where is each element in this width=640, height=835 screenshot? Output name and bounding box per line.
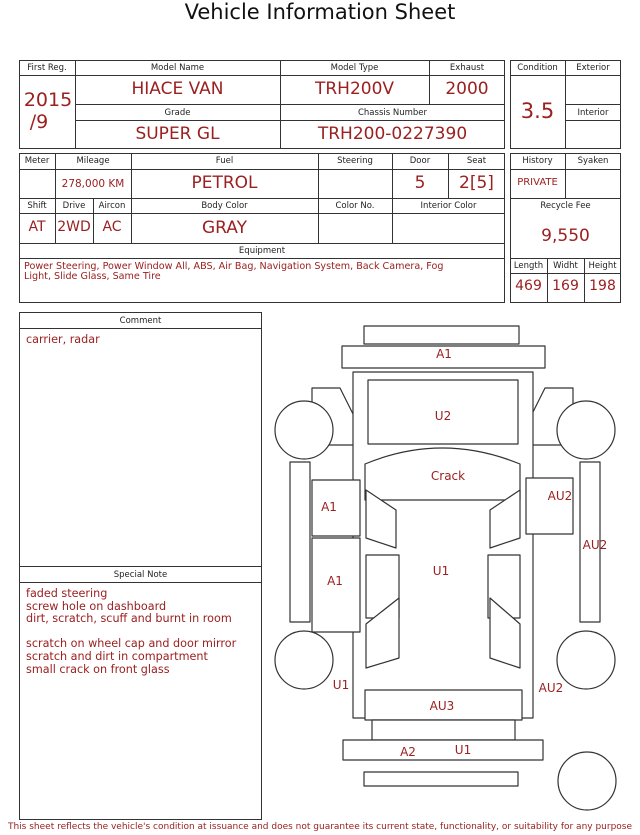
grade-label: Grade (164, 108, 191, 118)
fuel-label: Fuel (215, 156, 234, 166)
rear-left-wheel (275, 401, 333, 459)
equipment-line-2: Light, Slide Glass, Same Tire (24, 271, 161, 282)
first-reg-month: /9 (29, 111, 49, 133)
syaken-label: Syaken (577, 156, 609, 166)
mileage-value: 278,000 KM (61, 178, 125, 190)
history-value: PRIVATE (517, 177, 558, 188)
aircon-value: AC (102, 219, 122, 235)
history-label: History (522, 156, 553, 166)
interior-color-label: Interior Color (420, 201, 477, 211)
chassis-number-value: TRH200-0227390 (317, 124, 468, 144)
mark-body-center: U1 (432, 564, 450, 578)
mark-roof: U2 (434, 409, 452, 423)
mark-hood: AU3 (429, 699, 455, 713)
body-color-label: Body Color (201, 201, 248, 211)
comment-text: carrier, radar (26, 333, 100, 346)
grade-value: SUPER GL (135, 124, 220, 144)
first-reg-year: 2015 (23, 89, 73, 111)
width-value: 169 (552, 278, 579, 294)
mark-windshield: Crack (430, 469, 466, 483)
seat-label: Seat (466, 156, 487, 166)
recycle-fee-value: 9,550 (541, 226, 590, 246)
sheet-title: Vehicle Information Sheet (184, 0, 456, 24)
drive-value: 2WD (57, 219, 91, 235)
model-type-label: Model Type (330, 63, 379, 73)
condition-value: 3.5 (520, 99, 555, 123)
special-note-text: faded steering screw hole on dashboard dirt, scratch, scuff and burnt in room scratch on wheel cap and door mirror scratch and dirt in compartment small crack on front glass (26, 587, 237, 676)
aircon-label: Aircon (98, 201, 126, 211)
seat-value: 2[5] (459, 173, 494, 193)
front-left-wheel (275, 631, 333, 689)
fuel-value: PETROL (191, 173, 258, 193)
footer-disclaimer: This sheet reflects the vehicle's condition at issuance and does not guarantee its current state, functionality, or suitability for any purpose (7, 822, 633, 832)
drive-label: Drive (62, 201, 86, 211)
mark-left-rear-door: A1 (327, 574, 343, 588)
left-side-strip (290, 462, 310, 622)
right-front-door (526, 478, 573, 534)
mark-left-front-door: A1 (321, 500, 337, 514)
chassis-number-label: Chassis Number (357, 108, 428, 118)
meter-label: Meter (24, 156, 50, 166)
width-label: Widht (553, 261, 578, 271)
comment-label: Comment (119, 316, 162, 326)
equipment-line-1: Power Steering, Power Window All, ABS, Air Bag, Navigation System, Back Camera, Fog (24, 261, 444, 272)
front-bumper (343, 740, 543, 760)
height-value: 198 (589, 278, 616, 294)
rear-bumper-rail (364, 326, 519, 344)
color-no-label: Color No. (335, 201, 375, 211)
recycle-fee-label: Recycle Fee (540, 201, 591, 211)
exhaust-value: 2000 (445, 79, 489, 99)
shift-label: Shift (27, 201, 47, 211)
exhaust-label: Exhaust (449, 63, 485, 73)
length-value: 469 (515, 278, 542, 294)
exterior-label: Exterior (576, 63, 610, 73)
mark-right-side-edge: AU2 (582, 538, 608, 552)
height-label: Height (588, 261, 617, 271)
length-label: Length (513, 261, 544, 271)
door-label: Door (409, 156, 431, 166)
mark-right-quarter: AU2 (547, 489, 573, 503)
mark-front-bumper-left: A2 (400, 745, 416, 759)
first-reg-label: First Reg. (27, 63, 67, 73)
mark-rear-bumper: A1 (436, 347, 452, 361)
steering-label: Steering (337, 156, 373, 166)
mark-front-bumper-right: U1 (454, 743, 472, 757)
model-type-value: TRH200V (314, 79, 395, 99)
model-name-label: Model Name (150, 63, 205, 73)
body-color-value: GRAY (202, 218, 247, 238)
mark-right-lower: AU2 (538, 681, 564, 695)
front-plate-rail (364, 772, 518, 786)
mileage-label: Mileage (76, 156, 110, 166)
front-right-wheel (557, 631, 615, 689)
equipment-label: Equipment (238, 246, 286, 256)
rear-right-wheel (557, 401, 615, 459)
spare-wheel (558, 752, 616, 810)
special-note-label: Special Note (113, 570, 168, 580)
interior-label: Interior (577, 108, 609, 118)
door-value: 5 (414, 173, 426, 193)
shift-value: AT (28, 219, 46, 235)
model-name-value: HIACE VAN (131, 79, 224, 99)
mark-left-lower: U1 (332, 678, 350, 692)
condition-label: Condition (517, 63, 558, 73)
front-grille (372, 720, 515, 740)
